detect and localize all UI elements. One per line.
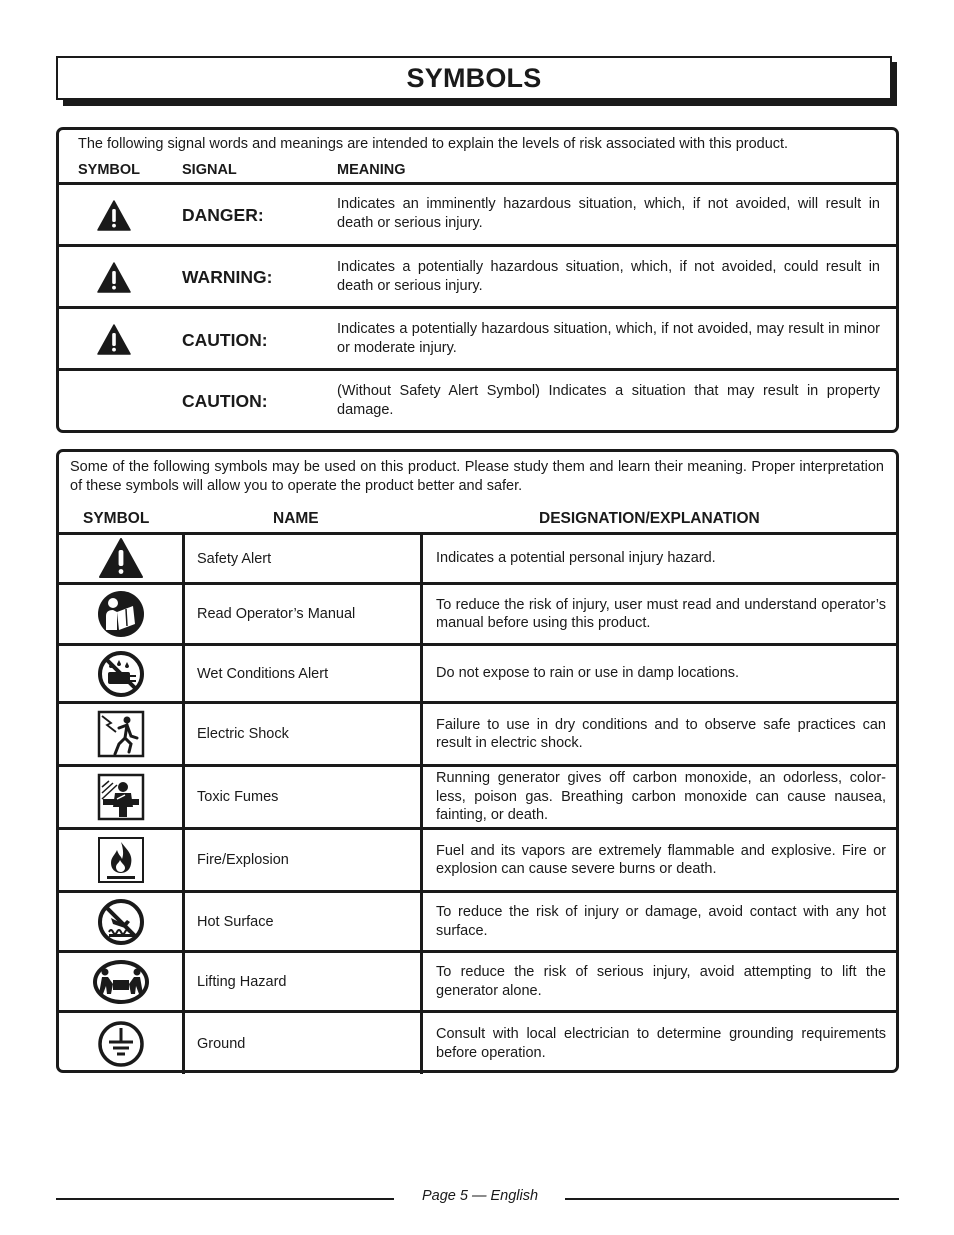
signal-row-warning [59,244,896,306]
symbols-table [59,532,896,1074]
signal-row-danger [59,182,896,244]
table-row [59,646,896,704]
symbol-explanation: Running generator gives off carbon monoxide, an odorless, color-less, poison gas. Breathing carbon monoxide can cause nausea, fainting, or death. [436,770,886,824]
footer-rule-left [56,1198,394,1200]
table-row [59,767,896,830]
header-designation: DESIGNATION/EXPLANATION [539,510,760,527]
meaning-danger: Indicates an imminently hazardous situation, which, if not avoided, will result in death or serious injury. [337,196,880,231]
symbol-name: Fire/Explosion [185,830,423,890]
footer-rule-right [565,1198,899,1200]
meaning-caution-no-symbol: (Without Safety Alert Symbol) Indicates a situation that may result in property damage. [337,383,880,418]
symbol-name: Electric Shock [185,704,423,764]
symbol-explanation: Consult with local electrician to determine grounding requirements before operation. [436,1026,886,1061]
header-symbol: SYMBOL [83,510,150,527]
title-box [56,56,892,100]
symbol-explanation: To reduce the risk of injury or damage, avoid contact with any hot surface. [436,904,886,939]
meaning-warning: Indicates a potentially hazardous situation, which, if not avoided, could result in death or serious injury. [337,259,880,294]
lifting-hazard-icon [91,958,151,1006]
hot-surface-icon [97,898,145,946]
signal-warning: WARNING: [182,267,273,287]
symbol-explanation: Indicates a potential personal injury hazard. [436,550,716,567]
toxic-fumes-icon [97,773,145,821]
safety-alert-icon [97,535,145,583]
symbols-panel [56,449,899,1073]
symbol-name: Ground [185,1013,423,1074]
read-manual-icon [97,590,145,638]
signal-intro: The following signal words and meanings are intended to explain the levels of risk associated with this product. [78,136,789,152]
table-row [59,893,896,953]
symbol-name: Lifting Hazard [185,953,423,1010]
wet-conditions-icon [97,650,145,698]
symbol-name: Safety Alert [185,535,423,582]
signal-row-caution-no-symbol [59,368,896,430]
safety-alert-icon [97,200,131,231]
symbol-name: Wet Conditions Alert [185,646,423,701]
symbol-explanation: Do not expose to rain or use in damp locations. [436,665,740,682]
symbol-name: Read Operator’s Manual [185,585,423,643]
fire-explosion-icon [97,836,145,884]
symbol-name: Hot Surface [185,893,423,950]
symbol-explanation: Fuel and its vapors are extremely flammable and explosive. Fire or explosion can cause severe burns or death. [436,842,886,877]
symbols-intro: Some of the following symbols may be used on this product. Please study them and learn their meaning. Proper interpretation of these symbols will allow you to operate the product better and safer. [70,459,884,494]
header-symbol: SYMBOL [78,162,141,178]
meaning-caution: Indicates a potentially hazardous situation, which, if not avoided, may result in minor or moderate injury. [337,321,880,356]
symbol-explanation: To reduce the risk of serious injury, avoid attempting to lift the generator alone. [436,964,886,999]
table-row [59,585,896,646]
signal-danger: DANGER: [182,205,264,225]
page-title: SYMBOLS [406,62,542,93]
table-row [59,704,896,767]
symbol-explanation: To reduce the risk of injury, user must read and understand operator’s manual before using this product. [436,596,886,631]
electric-shock-icon [97,710,145,758]
signal-caution-no-symbol: CAUTION: [182,391,268,411]
signal-row-caution [59,306,896,368]
signal-caution: CAUTION: [182,330,268,350]
header-meaning: MEANING [337,162,406,178]
ground-icon [97,1020,145,1068]
header-signal: SIGNAL [182,162,237,178]
symbol-name: Toxic Fumes [185,767,423,827]
symbol-explanation: Failure to use in dry conditions and to observe safe practices can result in electric shock. [436,716,886,751]
header-name: NAME [273,510,319,527]
table-row [59,953,896,1013]
table-row [59,535,896,585]
signal-words-panel [56,127,899,433]
table-row [59,1013,896,1074]
safety-alert-icon [97,324,131,355]
page-number: Page 5 — English [421,1188,539,1204]
table-row [59,830,896,893]
safety-alert-icon [97,262,131,293]
